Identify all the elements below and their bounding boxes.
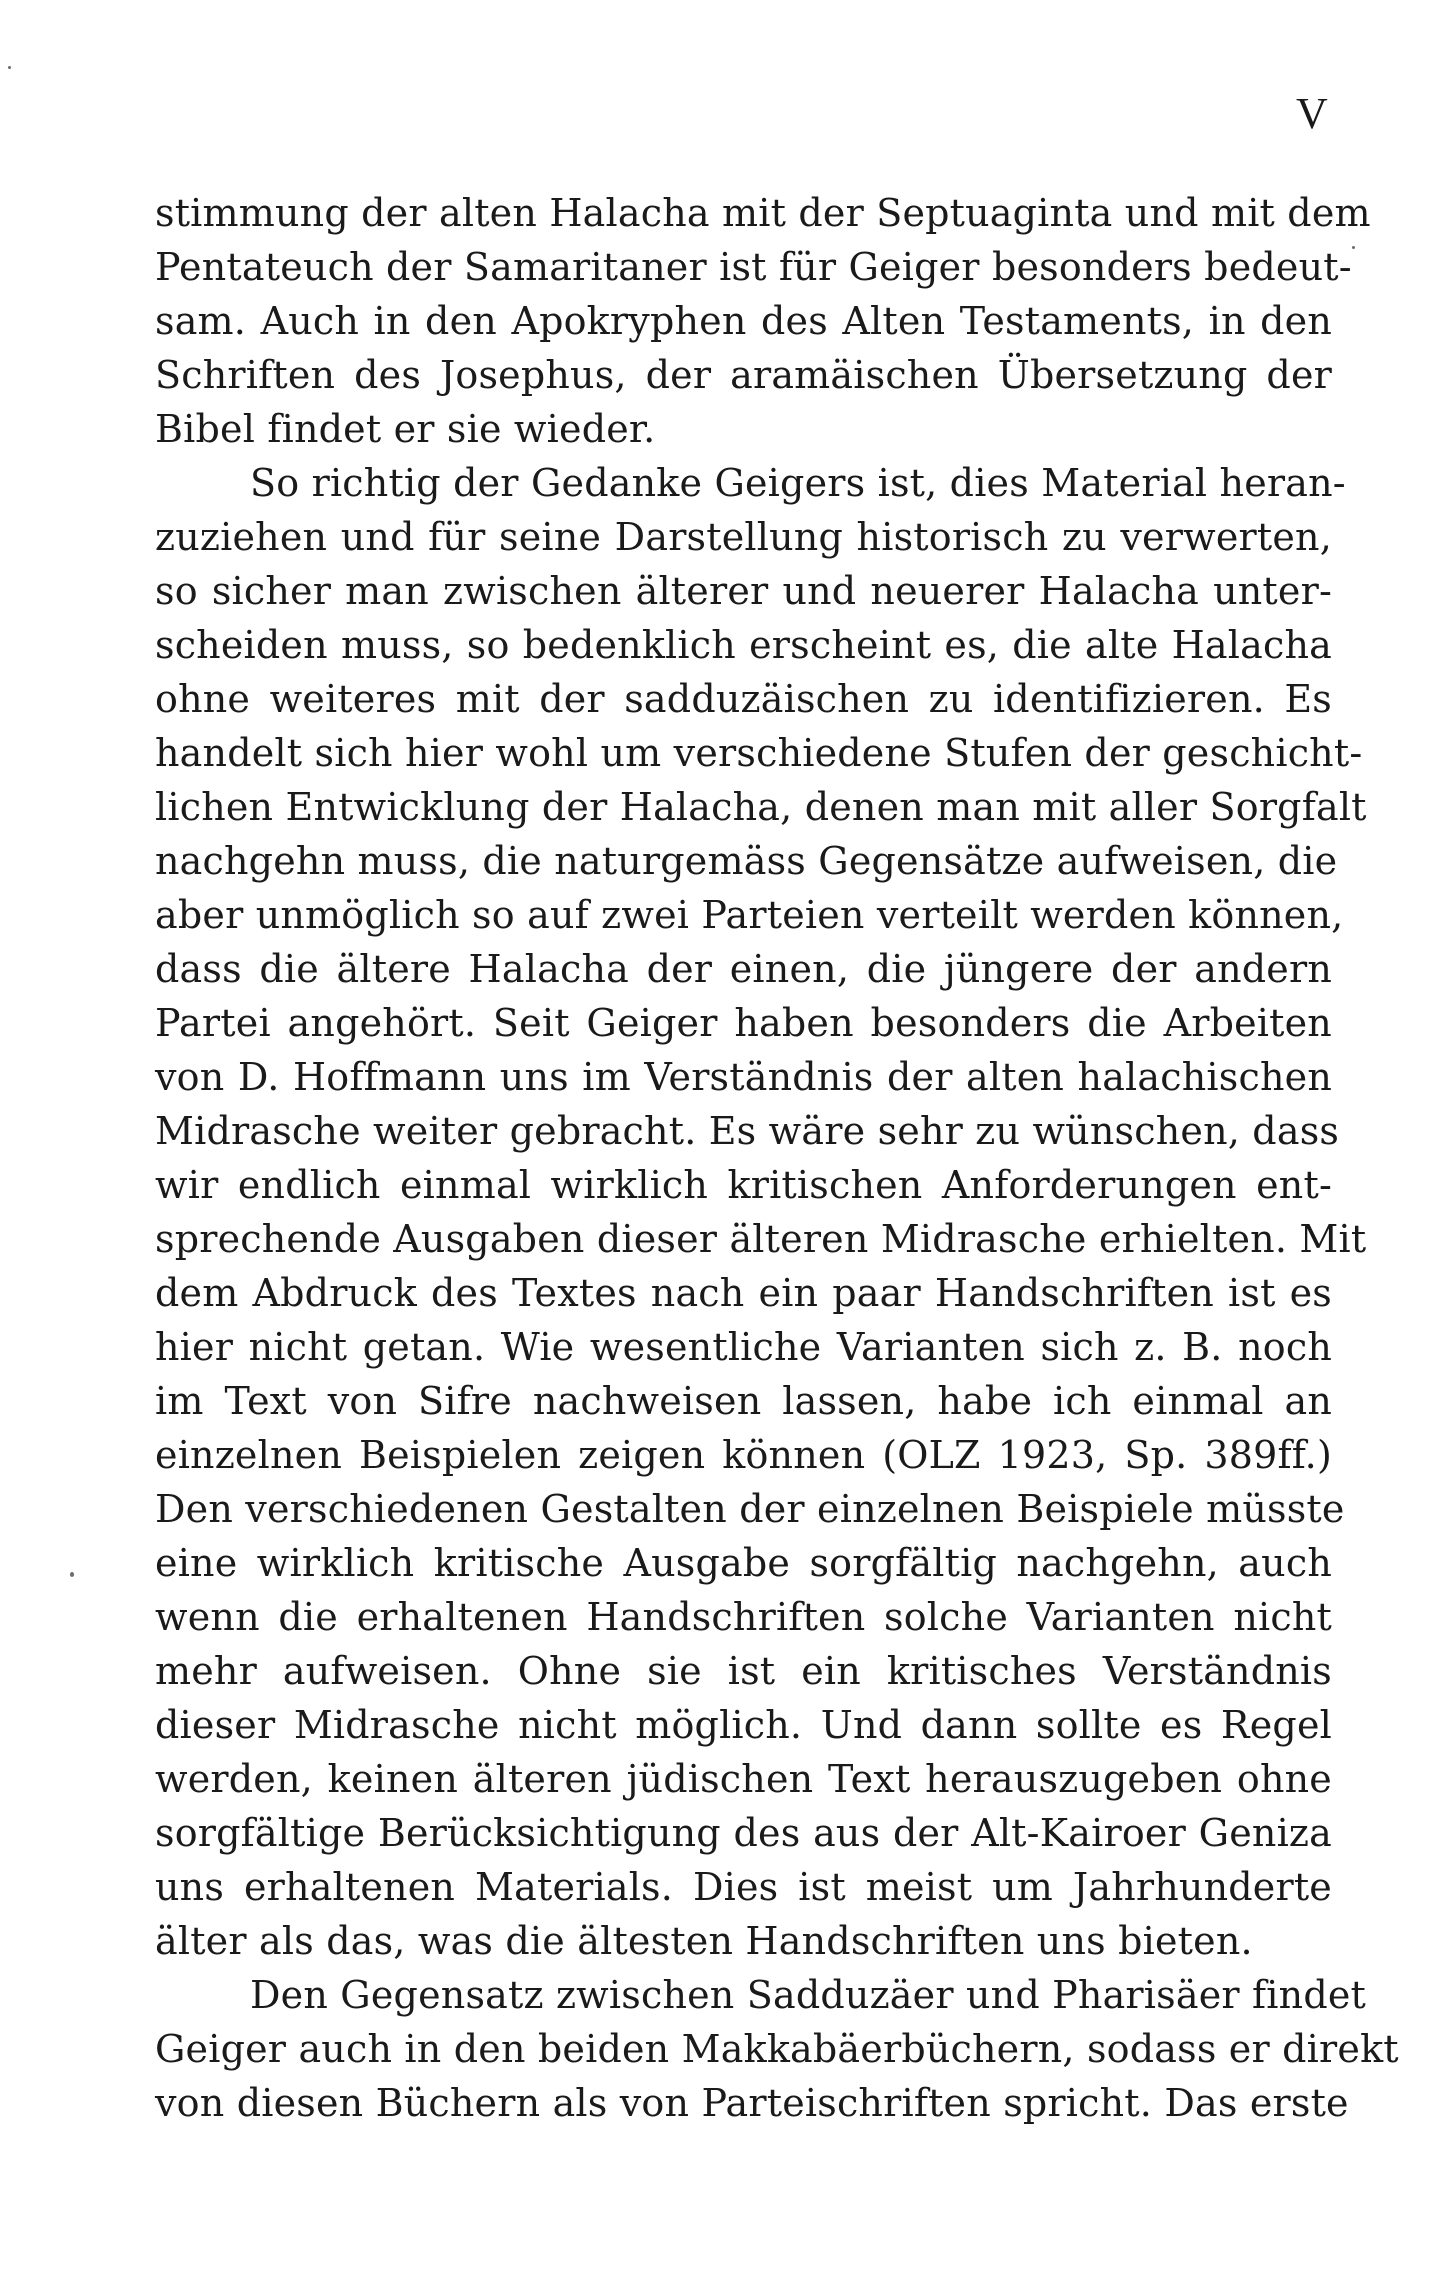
text-line: zuziehen und für seine Darstellung historisch zu verwerten, xyxy=(155,515,1332,559)
text-line: dem Abdruck des Textes nach ein paar Handschriften ist es xyxy=(155,1271,1332,1315)
text-line: wir endlich einmal wirklich kritischen Anforderungen ent- xyxy=(155,1163,1332,1207)
text-line: Midrasche weiter gebracht. Es wäre sehr zu wünschen, dass xyxy=(155,1109,1340,1153)
text-line: stimmung der alten Halacha mit der Septuaginta und mit dem xyxy=(155,191,1371,235)
text-line: Bibel findet er sie wieder. xyxy=(155,407,656,451)
text-line: im Text von Sifre nachweisen lassen, habe ich einmal an xyxy=(155,1379,1332,1423)
text-line: aber unmöglich so auf zwei Parteien verteilt werden können, xyxy=(155,893,1344,937)
text-line: uns erhaltenen Materials. Dies ist meist um Jahrhunderte xyxy=(155,1865,1332,1909)
scan-speck xyxy=(70,1572,74,1577)
text-line: ohne weiteres mit der sadduzäischen zu identifizieren. Es xyxy=(155,677,1332,721)
scan-speck xyxy=(1352,246,1355,249)
text-line: Pentateuch der Samaritaner ist für Geiger besonders bedeut- xyxy=(155,245,1352,289)
text-line: sprechende Ausgaben dieser älteren Midrasche erhielten. Mit xyxy=(155,1217,1367,1261)
text-line: Geiger auch in den beiden Makkabäerbüchern, sodass er direkt xyxy=(155,2027,1399,2071)
text-line: werden, keinen älteren jüdischen Text herauszugeben ohne xyxy=(155,1757,1332,1801)
text-line: so sicher man zwischen älterer und neuerer Halacha unter- xyxy=(155,569,1332,613)
text-line: Partei angehört. Seit Geiger haben besonders die Arbeiten xyxy=(155,1001,1332,1045)
page-number: V xyxy=(1296,89,1328,138)
text-line: älter als das, was die ältesten Handschriften uns bieten. xyxy=(155,1919,1253,1963)
text-line: von diesen Büchern als von Parteischriften spricht. Das erste xyxy=(155,2081,1349,2125)
text-line: dieser Midrasche nicht möglich. Und dann sollte es Regel xyxy=(155,1703,1332,1747)
text-line: hier nicht getan. Wie wesentliche Varianten sich z. B. noch xyxy=(155,1325,1332,1369)
text-line: von D. Hoffmann uns im Verständnis der alten halachischen xyxy=(155,1055,1332,1099)
scan-speck xyxy=(8,66,11,69)
text-line: Den verschiedenen Gestalten der einzelnen Beispiele müsste xyxy=(155,1487,1345,1531)
text-line: Den Gegensatz zwischen Sadduzäer und Pharisäer findet xyxy=(250,1973,1367,2017)
text-line: wenn die erhaltenen Handschriften solche Varianten nicht xyxy=(155,1595,1332,1639)
text-line: nachgehn muss, die naturgemäss Gegensätze aufweisen, die xyxy=(155,839,1338,883)
text-line: eine wirklich kritische Ausgabe sorgfältig nachgehn, auch xyxy=(155,1541,1332,1585)
text-line: handelt sich hier wohl um verschiedene Stufen der geschicht- xyxy=(155,731,1363,775)
text-line: sam. Auch in den Apokryphen des Alten Testaments, in den xyxy=(155,299,1332,343)
text-line: dass die ältere Halacha der einen, die jüngere der andern xyxy=(155,947,1332,991)
text-line: mehr aufweisen. Ohne sie ist ein kritisches Verständnis xyxy=(155,1649,1332,1693)
text-line: lichen Entwicklung der Halacha, denen man mit aller Sorgfalt xyxy=(155,785,1367,829)
text-line: sorgfältige Berücksichtigung des aus der Alt-Kairoer Geniza xyxy=(155,1811,1332,1855)
text-line: Schriften des Josephus, der aramäischen Übersetzung der xyxy=(155,353,1332,397)
text-line: So richtig der Gedanke Geigers ist, dies Material heran- xyxy=(250,461,1346,505)
text-line: einzelnen Beispielen zeigen können (OLZ 1923, Sp. 389ff.) xyxy=(155,1433,1332,1477)
text-line: scheiden muss, so bedenklich erscheint es, die alte Halacha xyxy=(155,623,1332,667)
